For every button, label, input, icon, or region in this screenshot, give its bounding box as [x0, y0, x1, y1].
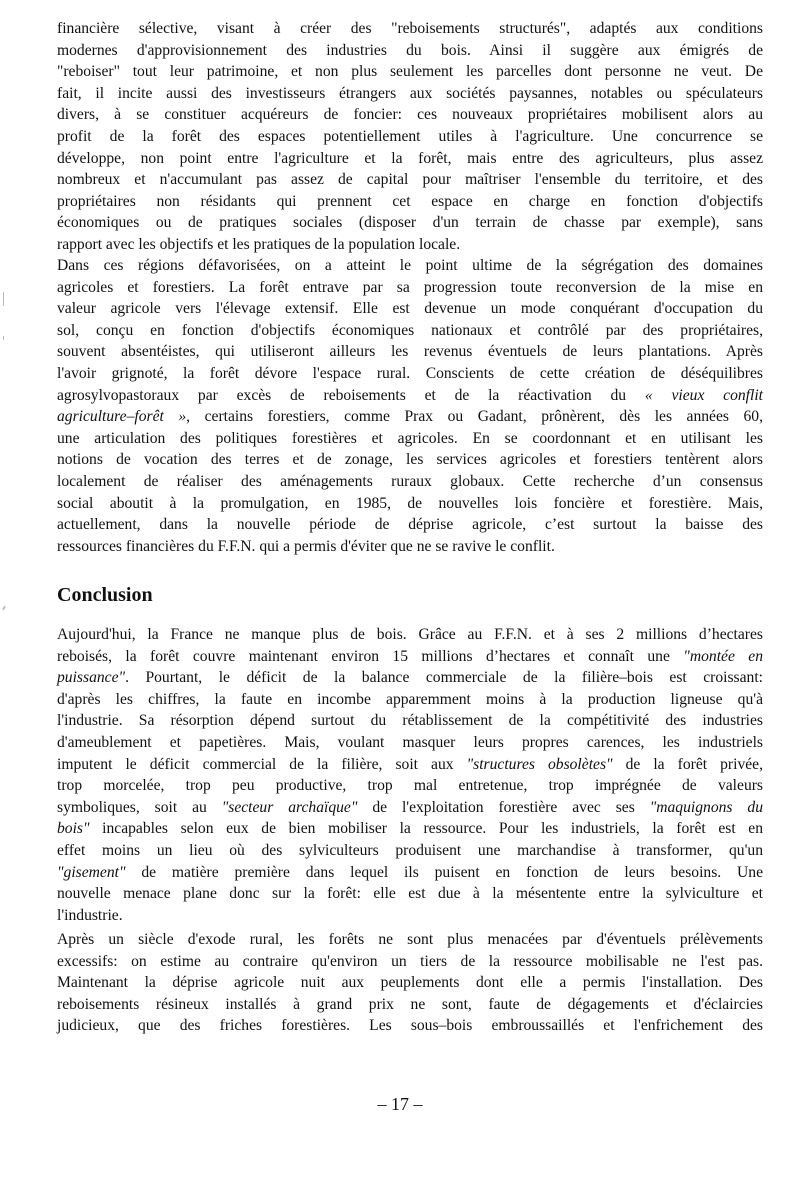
text-line: l'avoir grignoté, la forêt dévore l'espace rural. Conscients de cette création de déséquilibres	[57, 364, 763, 382]
italic-quote: « vieux conflit	[644, 386, 763, 404]
text-line: profit de la forêt des espaces potentiellement utiles à l'agriculture. Une concurrence se	[57, 127, 763, 145]
italic-quote: "montée en	[683, 647, 763, 665]
text-line: économiques ou de pratiques sociales (disposer d'un terrain de chasse par exemple), sans	[57, 214, 763, 232]
text-line: excessifs: on estime au contraire qu'environ un tiers de la ressource mobilisable ne l'est pas.	[57, 952, 763, 970]
italic-quote: "gisement"	[57, 863, 126, 881]
section-heading-conclusion: Conclusion	[57, 584, 153, 606]
text-line: reboisements résineux installés à grand prix ne sont, faute de dégagements et d'éclaircies	[57, 995, 763, 1013]
text-line	[57, 385, 763, 407]
text-line	[57, 646, 763, 668]
text-line: sol, conçu en fonction d'objectifs économiques nationaux et contrôlé par des propriétaires,	[57, 321, 763, 339]
text-line	[57, 406, 763, 428]
text-line: modernes d'approvisionnement des industries du bois. Ainsi il suggère aux émigrés de	[57, 41, 763, 59]
text-line	[57, 667, 763, 689]
text-line: ressources financières du F.F.N. qui a permis d'éviter que ne se ravive le conflit.	[57, 537, 555, 555]
italic-quote: puissance"	[57, 669, 126, 687]
text-run: imputent le déficit commercial de la filière, soit aux	[57, 755, 467, 773]
italic-quote: agriculture–forêt »	[57, 408, 187, 426]
text-run: , certains forestiers, comme Prax ou Gadant, prônèrent, dès les années 60,	[186, 408, 763, 426]
text-line: développe, non point entre l'agriculture et la forêt, mais entre des agriculteurs, plus assez	[57, 149, 763, 167]
paragraph-conclusion-2	[57, 929, 763, 1037]
text-line: notions de vocation des terres et de zonage, les services agricoles et forestiers tentèrent alors	[57, 451, 763, 469]
text-line: judicieux, que des friches forestières. Les sous–bois embroussaillés et l'enfrichement des	[57, 1017, 763, 1035]
text-run: symboliques, soit au	[57, 798, 222, 816]
text-line: souvent absentéistes, qui utiliseront ailleurs les revenus éventuels de leurs plantations. Après	[57, 343, 763, 361]
text-run: de la forêt privée,	[612, 755, 763, 773]
text-run: de matière première dans lequel ils puisent en fonction de leurs besoins. Une	[125, 863, 763, 881]
text-line: une articulation des politiques forestières et agricoles. En se coordonnant et en utilisant les	[57, 429, 763, 447]
text-line: l'industrie. Sa résorption dépend surtout du rétablissement de la compétitivité des industries	[57, 712, 763, 730]
text-line: financière sélective, visant à créer des "reboisements structurés", adaptés aux conditions	[57, 20, 763, 37]
text-line: divers, à se constituer acquéreurs de foncier: ces nouveaux propriétaires mobilisent alors au	[57, 106, 763, 124]
text-run: de l'exploitation forestière avec ses	[357, 798, 650, 816]
text-run: agrosylvopastoraux par excès de reboisements et de la réactivation du	[57, 386, 645, 404]
text-line: nombreux et n'accumulant pas assez de capital pour maîtriser l'ensemble du territoire, et des	[57, 171, 763, 189]
text-line: propriétaires non résidants qui prennent cet espace en charge en fonction d'objectifs	[57, 192, 763, 210]
text-line: social aboutit à la promulgation, en 1985, de nouvelles lois foncière et forestière. Mais,	[57, 494, 763, 512]
text-line: Après un siècle d'exode rural, les forêts ne sont plus menacées par d'éventuels prélèvements	[57, 931, 763, 948]
text-line: rapport avec les objectifs et les pratiques de la population locale.	[57, 235, 461, 253]
text-line: Maintenant la déprise agricole nuit aux peuplements dont elle a permis l'installation. Des	[57, 974, 763, 992]
scan-margin-mark	[3, 292, 4, 306]
text-line: effet moins un lieu où des sylviculteurs produisent une marchandise à transformer, qu'un	[57, 841, 763, 859]
text-line	[57, 862, 763, 884]
text-line: Aujourd'hui, la France ne manque plus de bois. Grâce au F.F.N. et à ses 2 millions d’hectares	[57, 626, 763, 643]
italic-quote: "maquignons du	[649, 798, 763, 816]
scan-margin-mark	[2, 606, 6, 610]
text-line: d'après les chiffres, la faute en incombe apparemment moins à la production ligneuse qu'à	[57, 690, 763, 708]
text-line: fait, il incite aussi des investisseurs étrangers aux sociétés paysannes, notables ou spéculateurs	[57, 84, 763, 102]
text-line: nouvelle menace plane donc sur la forêt: elle est due à la mésentente entre la sylviculture et	[57, 885, 763, 903]
text-line: agricoles et forestiers. La forêt entrave par sa progression toute reconversion de la mise en	[57, 278, 763, 296]
text-line: Dans ces régions défavorisées, on a atteint le point ultime de la ségrégation des domaines	[57, 257, 763, 274]
paragraph-segregation	[57, 255, 763, 557]
text-line: "reboiser" tout leur patrimoine, et non plus seulement les parcelles dont personne ne veut. De	[57, 63, 763, 81]
paragraph-continuation	[57, 18, 763, 256]
text-line: l'industrie.	[57, 906, 123, 924]
page-number: – 17 –	[377, 1094, 423, 1114]
text-line: valeur agricole vers l'élevage extensif. Elle est devenue un mode conquérant d'occupation du	[57, 300, 763, 318]
scan-margin-mark	[3, 336, 4, 340]
text-run: reboisés, la forêt couvre maintenant environ 15 millions d’hectares et connaît une	[57, 647, 684, 665]
italic-quote: bois"	[57, 820, 90, 838]
text-line: actuellement, dans la nouvelle période de déprise agricole, c’est surtout la baisse des	[57, 516, 763, 534]
text-line	[57, 797, 763, 819]
text-run: incapables selon eux de bien mobiliser la ressource. Pour les industriels, la forêt est en	[89, 820, 763, 838]
text-line: trop morcelée, trop peu productive, trop mal entretenue, trop imprégnée de valeurs	[57, 777, 763, 795]
paragraph-conclusion-1	[57, 624, 763, 926]
italic-quote: "structures obsolètes"	[466, 755, 613, 773]
text-line	[57, 818, 763, 840]
text-line: localement de réaliser des aménagements ruraux globaux. Cette recherche d’un consensus	[57, 472, 763, 490]
italic-quote: "secteur archaïque"	[221, 798, 358, 816]
text-run: . Pourtant, le déficit de la balance commerciale de la filière–bois est croissant:	[125, 669, 763, 687]
text-line: d'ameublement et papetières. Mais, voulant masquer leurs propres carences, les industriels	[57, 733, 763, 751]
text-line	[57, 754, 763, 776]
